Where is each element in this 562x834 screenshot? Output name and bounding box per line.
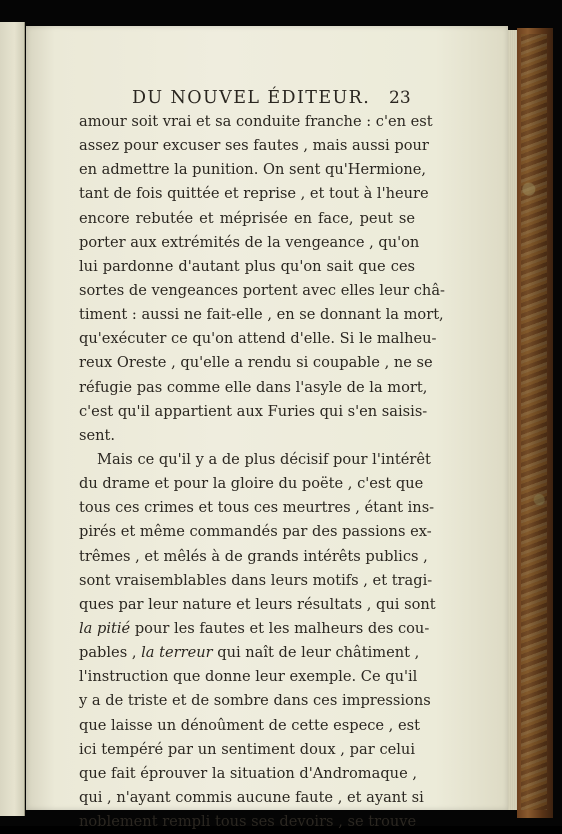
text-line: en admettre la punition. On sent qu'Hermione, — [79, 161, 427, 179]
text-line: reux Oreste , qu'elle a rendu si coupable , ne se — [79, 354, 433, 372]
text-line: tous ces crimes et tous ces meurtres , étant ins- — [79, 499, 435, 517]
text-line: porter aux extrémités de la vengeance , qu'on — [79, 233, 420, 251]
book-cover — [517, 28, 553, 818]
text-line: que laisse un dénoûment de cette espece , est — [79, 716, 420, 734]
text-line: y a de triste et de sombre dans ces impressions — [79, 692, 431, 710]
text-line: pirés et même commandés par des passions ex- — [79, 523, 432, 541]
marbled-cover-pattern — [521, 34, 547, 810]
text-line: encore rebutée et méprisée en face, peut se — [79, 209, 415, 227]
body-text — [79, 110, 445, 834]
text-line: noblement rempli tous ses devoirs , se trouve — [79, 813, 417, 831]
text-line: ici tempéré par un sentiment doux , par celui — [79, 740, 415, 758]
text-line: tant de fois quittée et reprise , et tout à l'heure — [79, 185, 429, 203]
text-line: ques par leur nature et leurs résultats , qui sont — [79, 595, 436, 613]
facing-page-edge — [0, 22, 25, 816]
text-line: sont vraisemblables dans leurs motifs , et tragi- — [79, 571, 433, 589]
text-line: timent : aussi ne fait-elle , en se donnant la mort, — [79, 306, 444, 324]
text-fragment: pables , — [79, 644, 137, 662]
text-line: qu'exécuter ce qu'on attend d'elle. Si le malheu- — [79, 330, 437, 348]
paragraph-first-line: Mais ce qu'il y a de plus décisif pour l'intérêt — [97, 450, 431, 468]
text-fragment: qui naît de leur châtiment , — [217, 644, 420, 662]
text-line: assez pour excuser ses fautes , mais aussi pour — [79, 137, 429, 155]
text-line: sortes de vengeances portent avec elles leur châ- — [79, 281, 445, 299]
text-line: que fait éprouver la situation d'Andromaque , — [79, 764, 418, 782]
text-fragment: pour les fautes et les malheurs des cou- — [134, 619, 430, 637]
text-line: du drame et pour la gloire du poëte , c'est que — [79, 475, 424, 493]
page-number: 23 — [389, 88, 411, 108]
italic-phrase-la-terreur: la terreur — [141, 644, 213, 662]
text-line — [79, 641, 420, 665]
text-line — [79, 617, 430, 641]
text-line: trêmes , et mêlés à de grands intérêts publics , — [79, 547, 428, 565]
italic-phrase-la-pitie: la pitié — [79, 619, 131, 637]
running-title: DU NOUVEL ÉDITEUR. — [132, 88, 371, 108]
text-line: lui pardonne d'autant plus qu'on sait que ces — [79, 257, 415, 275]
text-line: sent. — [79, 426, 116, 444]
text-line: qui , n'ayant commis aucune faute , et ayant si — [79, 788, 424, 806]
text-line: réfugie pas comme elle dans l'asyle de la mort, — [79, 378, 428, 396]
text-line: c'est qu'il appartient aux Furies qui s'en saisis- — [79, 402, 428, 420]
text-line: l'instruction que donne leur exemple. Ce qu'il — [79, 668, 418, 686]
text-line: amour soit vrai et sa conduite franche : c'en est — [79, 113, 433, 130]
